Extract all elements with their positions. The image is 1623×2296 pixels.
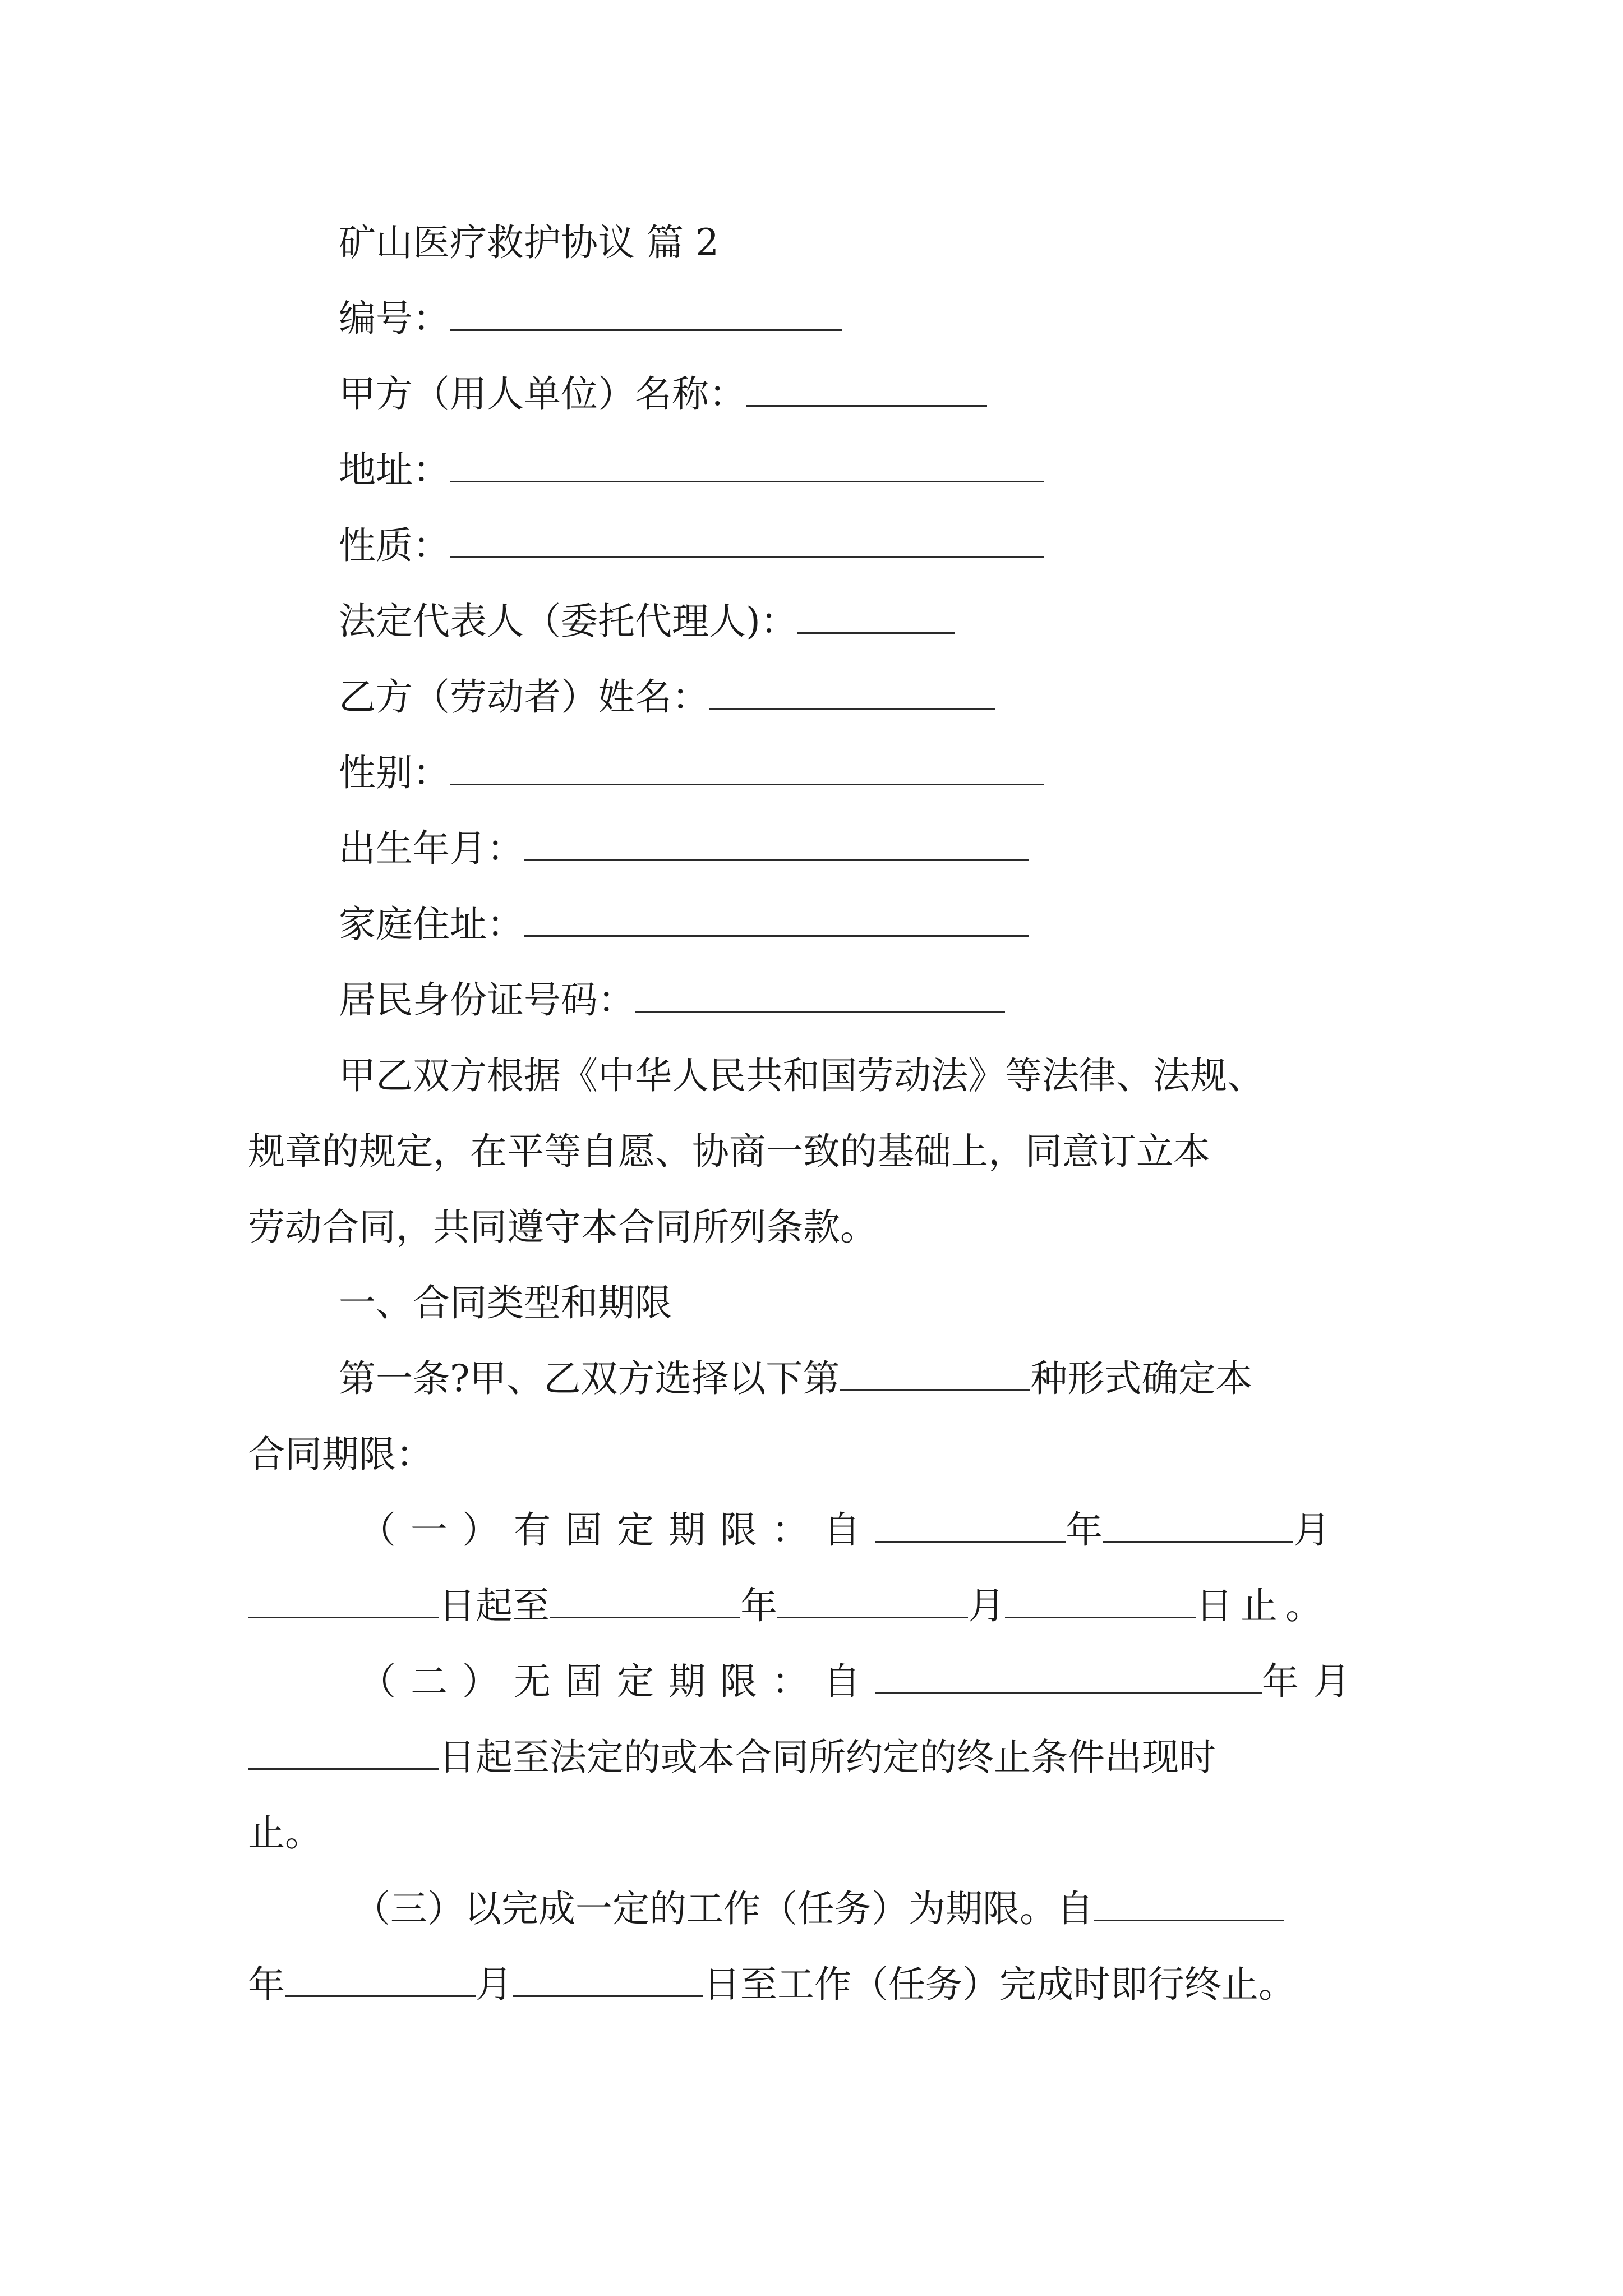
option-1-month-label: 月 — [1293, 1508, 1330, 1552]
field-legal-rep-blank[interactable] — [797, 597, 955, 634]
field-birth-blank[interactable] — [524, 825, 1029, 861]
article-1-text-c: 合同期限： — [248, 1433, 433, 1476]
field-party-a-name-blank[interactable] — [746, 370, 987, 407]
option-2-year-month-label: 年月 — [1262, 1660, 1365, 1703]
preamble-line-2 — [248, 1126, 1210, 1177]
option-1-start-month-blank[interactable] — [1103, 1506, 1293, 1543]
field-number — [339, 293, 842, 344]
field-address-label: 地址： — [339, 448, 450, 491]
section-1-heading-text: 一、合同类型和期限 — [339, 1281, 672, 1324]
field-number-label: 编号： — [339, 297, 450, 340]
field-party-a-name-label: 甲方（用人单位）名称： — [339, 372, 746, 416]
option-2-line-2-text: 日起至法定的或本合同所约定的终止条件出现时 — [439, 1736, 1216, 1779]
option-1-year-label: 年 — [1066, 1508, 1103, 1552]
option-2-line-3 — [248, 1808, 322, 1858]
doc-title-text: 矿山医疗救护协议 篇 2 — [339, 221, 719, 264]
preamble-line-1-text: 甲乙双方根据《中华人民共和国劳动法》等法律、法规、 — [339, 1054, 1264, 1097]
option-1-end-day-blank[interactable] — [1005, 1582, 1196, 1618]
option-3-line-1 — [353, 1884, 1284, 1934]
option-1-end-year-blank[interactable] — [550, 1582, 740, 1618]
option-3-rest-text: 日至工作（任务）完成时即行终止。 — [703, 1963, 1295, 2006]
preamble-line-3-text: 劳动合同，共同遵守本合同所列条款。 — [248, 1205, 877, 1249]
field-id-number-label: 居民身份证号码： — [339, 978, 635, 1022]
field-nature-blank[interactable] — [450, 522, 1044, 558]
field-id-number — [339, 975, 1005, 1025]
field-nature — [339, 521, 1044, 571]
field-gender — [339, 748, 1044, 798]
option-1-start-year-blank[interactable] — [875, 1506, 1066, 1543]
field-nature-label: 性质： — [339, 524, 450, 567]
field-legal-rep-label: 法定代表人（委托代理人)： — [339, 600, 797, 643]
option-1-day-end-label: 日止。 — [1196, 1584, 1330, 1627]
field-party-b-name-label: 乙方（劳动者）姓名： — [339, 675, 709, 719]
preamble-line-1 — [339, 1051, 1264, 1101]
option-2-line-3-text: 止。 — [248, 1811, 322, 1855]
field-home-address-blank[interactable] — [524, 900, 1029, 937]
field-gender-label: 性别： — [339, 751, 450, 794]
field-party-b-name-blank[interactable] — [709, 673, 995, 710]
field-party-a-name — [339, 369, 987, 420]
option-2-start-year-blank[interactable] — [875, 1658, 1262, 1694]
option-1-year2-label: 年 — [740, 1584, 777, 1627]
field-birth-label: 出生年月： — [339, 827, 524, 870]
field-id-number-blank[interactable] — [635, 976, 1005, 1013]
option-3-start-month-blank[interactable] — [285, 1961, 476, 1997]
option-3-year-label: 年 — [248, 1963, 285, 2006]
article-1-line-2 — [248, 1429, 433, 1480]
option-1-month2-label: 月 — [968, 1584, 1005, 1627]
field-legal-rep — [339, 596, 955, 647]
option-3-line-1-text: （三）以完成一定的工作（任务）为期限。自 — [353, 1887, 1094, 1930]
field-address-blank[interactable] — [450, 446, 1044, 482]
field-home-address — [339, 899, 1029, 950]
article-1-form-blank[interactable] — [840, 1355, 1030, 1391]
option-1-start-day-blank[interactable] — [248, 1582, 439, 1618]
option-2-start-day-blank[interactable] — [248, 1733, 439, 1770]
option-3-line-2 — [248, 1959, 1295, 2010]
option-2-line-2 — [248, 1732, 1216, 1783]
option-1-prefix: （一）有固定期限：自 — [359, 1508, 875, 1552]
field-address — [339, 445, 1044, 495]
article-1-text-b: 种形式确定本 — [1030, 1357, 1253, 1400]
preamble-line-2-text: 规章的规定，在平等自愿、协商一致的基础上，同意订立本 — [248, 1130, 1210, 1173]
field-birth — [339, 823, 1029, 874]
article-1-line-1 — [339, 1354, 1252, 1404]
preamble-line-3 — [248, 1202, 877, 1253]
section-1-heading — [339, 1278, 672, 1328]
field-home-address-label: 家庭住址： — [339, 903, 524, 946]
option-1-line-1 — [359, 1505, 1330, 1556]
option-2-line-1 — [359, 1657, 1365, 1707]
field-gender-blank[interactable] — [450, 749, 1044, 785]
option-2-prefix: （二）无固定期限：自 — [359, 1660, 875, 1703]
doc-title — [339, 218, 719, 268]
option-3-month-label: 月 — [476, 1963, 513, 2006]
option-1-day-start-label: 日起至 — [439, 1584, 550, 1627]
option-3-start-year-blank[interactable] — [1094, 1885, 1284, 1921]
option-1-end-month-blank[interactable] — [777, 1582, 968, 1618]
article-1-text-a: 第一条?甲、乙双方选择以下第 — [339, 1357, 840, 1400]
field-number-blank[interactable] — [450, 295, 842, 331]
option-3-start-day-blank[interactable] — [513, 1961, 703, 1997]
option-1-line-2 — [248, 1581, 1330, 1631]
field-party-b-name — [339, 672, 995, 723]
